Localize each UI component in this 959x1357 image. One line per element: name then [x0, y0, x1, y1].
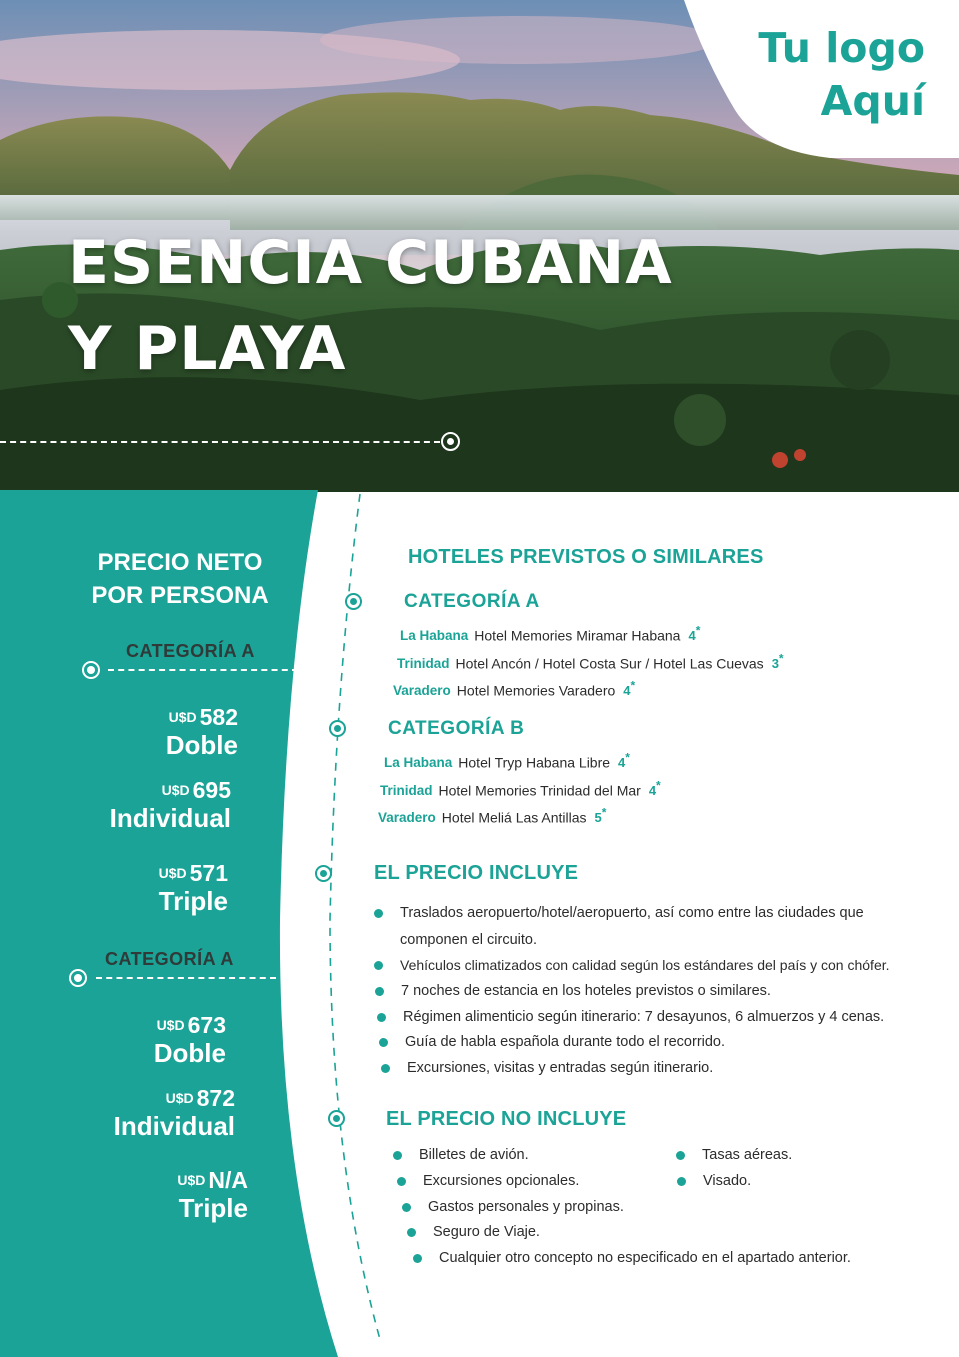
hero-marker-icon	[441, 432, 460, 451]
bullet-icon	[407, 1228, 416, 1237]
hotel-stars: 3*	[771, 652, 784, 672]
price-amount: 571	[189, 860, 228, 886]
hotel-row	[397, 652, 784, 671]
pricing-heading-line-1: PRECIO NETO	[97, 549, 263, 576]
price-amount: N/A	[208, 1167, 248, 1193]
price-amount: 673	[187, 1012, 226, 1038]
price-room-type: Individual	[113, 1111, 235, 1141]
hotel-stars: 4*	[648, 779, 661, 799]
bullet-icon	[381, 1064, 390, 1073]
logo-placeholder	[758, 22, 925, 128]
star-icon: *	[601, 806, 607, 820]
pricing-panel-bg	[0, 490, 380, 1357]
price-room-type: Doble	[153, 1038, 226, 1068]
title-line-1: ESENCIA CUBANA	[68, 228, 673, 298]
list-item: Cualquier otro concepto no especificado en el apartado anterior.	[439, 1245, 851, 1271]
hotel-city: Varadero	[393, 683, 451, 699]
star-icon: *	[778, 652, 784, 666]
list-item: Billetes de avión.	[419, 1142, 529, 1168]
price-individual	[80, 777, 231, 832]
price-currency: U$D	[165, 1090, 194, 1106]
hotel-name: Hotel Ancón / Hotel Costa Sur / Hotel Las Cuevas	[455, 655, 764, 672]
bullet-icon	[374, 909, 383, 918]
price-room-type: Triple	[178, 1193, 248, 1223]
timeline-marker-icon	[345, 593, 362, 610]
price-individual	[80, 1085, 235, 1140]
hero-banner	[0, 0, 959, 492]
bullet-icon	[413, 1254, 422, 1263]
category-divider	[96, 977, 276, 979]
price-doble	[80, 704, 238, 759]
excludes-title: EL PRECIO NO INCLUYE	[386, 1108, 627, 1130]
star-icon: *	[630, 679, 636, 693]
list-item: Excursiones, visitas y entradas según itinerario.	[407, 1055, 713, 1081]
hotel-stars: 5*	[594, 806, 607, 826]
list-item: 7 noches de estancia en los hoteles previstos o similares.	[401, 978, 771, 1004]
star-icon: *	[625, 751, 630, 765]
hotel-name: Hotel Memories Varadero	[456, 682, 616, 699]
price-room-type: Individual	[109, 803, 231, 833]
hotel-category-b: CATEGORÍA B	[388, 718, 525, 739]
list-item: Gastos personales y propinas.	[428, 1194, 624, 1220]
bullet-icon	[676, 1151, 685, 1160]
star-icon: *	[656, 779, 661, 793]
price-category-label: CATEGORÍA A	[105, 949, 234, 969]
bullet-icon	[393, 1151, 402, 1160]
bullet-icon	[402, 1203, 411, 1212]
price-amount: 872	[196, 1085, 235, 1111]
timeline-marker-icon	[329, 720, 346, 737]
list-item: Seguro de Viaje.	[433, 1219, 540, 1245]
hotel-category-a: CATEGORÍA A	[404, 591, 540, 612]
hotel-name: Hotel Tryp Habana Libre	[458, 754, 611, 771]
price-currency: U$D	[177, 1172, 206, 1188]
hotel-name: Hotel Memories Miramar Habana	[474, 627, 681, 644]
hotel-city: Varadero	[378, 810, 436, 826]
list-item: Tasas aéreas.	[702, 1142, 792, 1168]
hotel-stars: 4*	[623, 679, 636, 699]
bullet-icon	[377, 1013, 386, 1022]
title-line-2: Y PLAYA	[68, 314, 347, 384]
timeline-marker-icon	[315, 865, 332, 882]
hotels-title: HOTELES PREVISTOS O SIMILARES	[408, 546, 764, 568]
category-divider	[108, 669, 298, 671]
price-triple	[80, 860, 228, 915]
price-currency: U$D	[168, 709, 197, 725]
hotel-name: Hotel Meliá Las Antillas	[441, 809, 587, 826]
hotel-row	[380, 779, 661, 798]
bullet-icon	[374, 961, 383, 970]
bullet-icon	[375, 987, 384, 996]
bullet-icon	[379, 1038, 388, 1047]
list-item-continuation: componen el circuito.	[400, 932, 538, 948]
hotel-city: Trinidad	[397, 656, 450, 672]
list-item: Vehículos climatizados con calidad según los estándares del país y con chófer.	[400, 952, 890, 978]
list-item: Excursiones opcionales.	[423, 1168, 579, 1194]
list-item: Guía de habla española durante todo el recorrido.	[405, 1029, 725, 1055]
price-room-type: Triple	[158, 886, 228, 916]
list-item: Traslados aeropuerto/hotel/aeropuerto, así como entre las ciudades que	[400, 900, 920, 926]
hotel-stars: 4*	[688, 624, 701, 644]
hero-dashed-line	[0, 441, 440, 443]
page-title	[68, 220, 673, 392]
hotel-row	[378, 806, 606, 825]
list-item: Visado.	[703, 1168, 751, 1194]
hotel-city: La Habana	[400, 628, 469, 644]
pricing-heading-line-2: POR PERSONA	[91, 582, 269, 609]
price-amount: 582	[199, 704, 238, 730]
logo-line-1: Tu logo	[758, 24, 925, 72]
bullet-icon	[677, 1177, 686, 1186]
hotel-city: La Habana	[384, 755, 453, 771]
logo-line-2: Aquí	[820, 77, 925, 125]
pricing-heading	[80, 546, 280, 612]
price-currency: U$D	[161, 782, 190, 798]
hotel-row	[384, 751, 630, 770]
hotel-row	[393, 679, 635, 698]
price-amount: 695	[192, 777, 231, 803]
price-category-label: CATEGORÍA A	[126, 641, 255, 661]
list-item: Régimen alimenticio según itinerario: 7 desayunos, 6 almuerzos y 4 cenas.	[403, 1004, 884, 1030]
price-currency: U$D	[156, 1017, 185, 1033]
price-room-type: Doble	[165, 730, 238, 760]
timeline-marker-icon	[328, 1110, 345, 1127]
hotel-name: Hotel Memories Trinidad del Mar	[438, 782, 641, 799]
category-marker-icon	[69, 969, 87, 987]
includes-title: EL PRECIO INCLUYE	[374, 862, 579, 884]
star-icon: *	[695, 624, 701, 638]
bullet-icon	[397, 1177, 406, 1186]
hotel-stars: 4*	[618, 751, 630, 771]
hotel-city: Trinidad	[380, 783, 433, 799]
price-triple	[80, 1167, 248, 1222]
price-doble	[80, 1012, 226, 1067]
category-marker-icon	[82, 661, 100, 679]
hotel-row	[400, 624, 700, 643]
price-currency: U$D	[158, 865, 187, 881]
